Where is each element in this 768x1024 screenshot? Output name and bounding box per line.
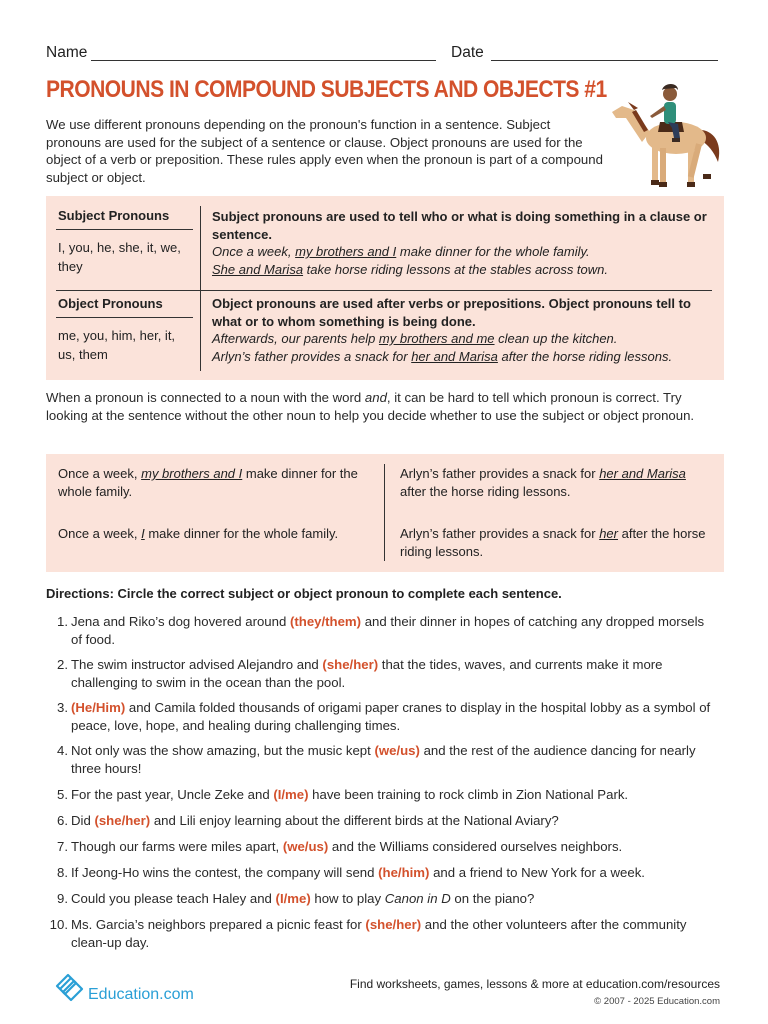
- question-2: 2. The swim instructor advised Alejandro and (she/her) that the tides, waves, and currents make it more challenging to swim in the ocean than the pool.: [57, 657, 663, 690]
- question-8: 8. If Jeong-Ho wins the contest, the company will send (he/him) and a friend to New York for a week.: [57, 865, 645, 880]
- question-9: 9. Could you please teach Haley and (I/me) how to play Canon in D on the piano?: [57, 891, 535, 906]
- question-3: 3. (He/Him) and Camila folded thousands of origami paper cranes to display in the hospital lobby as a symbol of peace, love, hope, and healing during challenging times.: [57, 700, 711, 733]
- table-divider-vertical: [200, 206, 201, 371]
- pronoun-choice[interactable]: (He/Him): [71, 700, 126, 715]
- subject-rule-block: [212, 208, 712, 278]
- example-right-2: Arlyn’s father provides a snack for her after the horse riding lessons.: [400, 526, 706, 559]
- pronoun-choice[interactable]: (he/him): [378, 865, 430, 880]
- pronoun-choice[interactable]: (I/me): [273, 787, 309, 802]
- footer-tagline[interactable]: Find worksheets, games, lessons & more at education.com/resources: [349, 977, 720, 991]
- name-line[interactable]: [91, 60, 436, 61]
- education-logo[interactable]: [54, 972, 214, 1006]
- examples-divider: [384, 464, 385, 561]
- examples-box: [46, 454, 724, 572]
- copyright-text: © 2007 - 2025 Education.com: [594, 996, 720, 1007]
- table-divider-horizontal: [56, 290, 712, 291]
- directions-text: Directions: Circle the correct subject or object pronoun to complete each sentence.: [46, 586, 562, 601]
- name-date-row: [46, 44, 718, 66]
- subject-example-2: She and Marisa take horse riding lessons at the stables across town.: [212, 261, 608, 277]
- subject-example-1: Once a week, my brothers and I make dinner for the whole family.: [212, 244, 590, 259]
- pronoun-choice[interactable]: (we/us): [374, 743, 420, 758]
- object-heading-rule: [56, 317, 193, 318]
- subject-rule-text: Subject pronouns are used to tell who or what is doing something in a clause or sentence.: [212, 209, 707, 242]
- object-pronouns-list: me, you, him, her, it, us, them: [58, 328, 176, 362]
- horse-rider-illustration: [598, 80, 726, 198]
- date-label: Date: [451, 44, 484, 61]
- brand-name: Education.com: [88, 986, 194, 1003]
- date-line[interactable]: [491, 60, 718, 61]
- object-pronouns-heading: Object Pronouns: [58, 296, 163, 311]
- subject-pronouns-list: I, you, he, she, it, we, they: [58, 240, 181, 274]
- pronoun-choice[interactable]: (I/me): [275, 891, 311, 906]
- worksheet-title: PRONOUNS IN COMPOUND SUBJECTS AND OBJECTS #1: [46, 76, 607, 103]
- name-label: Name: [46, 44, 88, 61]
- pronoun-choice[interactable]: (she/her): [94, 813, 151, 828]
- question-5: 5. For the past year, Uncle Zeke and (I/me) have been training to rock climb in Zion National Park.: [57, 787, 629, 802]
- explanation-paragraph: When a pronoun is connected to a noun with the word and, it can be hard to tell which pronoun is correct. Try looking at the sentence without the other noun to help you decide whether to use the subject or object pronoun.: [46, 390, 695, 423]
- subject-pronouns-heading: Subject Pronouns: [58, 208, 170, 223]
- object-rule-text: Object pronouns are used after verbs or prepositions. Object pronouns tell to what or to whom something is being done.: [212, 296, 691, 329]
- object-example-1: Afterwards, our parents help my brothers and me clean up the kitchen.: [212, 331, 618, 346]
- pronoun-choice[interactable]: (they/them): [289, 614, 362, 629]
- example-right-1: Arlyn’s father provides a snack for her and Marisa after the horse riding lessons.: [400, 466, 686, 499]
- intro-paragraph: We use different pronouns depending on the pronoun's function in a sentence. Subject pronouns are used for the subject of a sentence or clause. Object pronouns are used for the object of a verb or preposition. These rules apply even when the pronoun is part of a compound subject or object.: [46, 117, 603, 185]
- pronoun-choice[interactable]: (she/her): [322, 657, 379, 672]
- pronoun-choice[interactable]: (we/us): [282, 839, 329, 854]
- question-10: 10. Ms. Garcia’s neighbors prepared a picnic feast for (she/her) and the other volunteers after the community clean-up day.: [49, 917, 687, 950]
- pronoun-rules-table: [46, 196, 724, 380]
- example-left-2: Once a week, I make dinner for the whole family.: [58, 526, 339, 541]
- question-4: 4. Not only was the show amazing, but the music kept (we/us) and the rest of the audience dancing for nearly three hours!: [57, 743, 696, 776]
- question-1: 1. Jena and Riko’s dog hovered around (they/them) and their dinner in hopes of catching any dropped morsels of food.: [57, 614, 705, 647]
- object-example-2: Arlyn’s father provides a snack for her and Marisa after the horse riding lessons.: [212, 348, 673, 364]
- pronoun-choice[interactable]: (she/her): [365, 917, 422, 932]
- education-logo-icon: [54, 972, 86, 1006]
- example-left-1: Once a week, my brothers and I make dinner for the whole family.: [58, 466, 358, 499]
- subject-heading-rule: [56, 229, 193, 230]
- question-7: 7. Though our farms were miles apart, (we/us) and the Williams considered ourselves neighbors.: [57, 839, 623, 854]
- question-6: 6. Did (she/her) and Lili enjoy learning about the different birds at the National Aviary?: [57, 813, 559, 828]
- object-rule-block: [212, 295, 712, 365]
